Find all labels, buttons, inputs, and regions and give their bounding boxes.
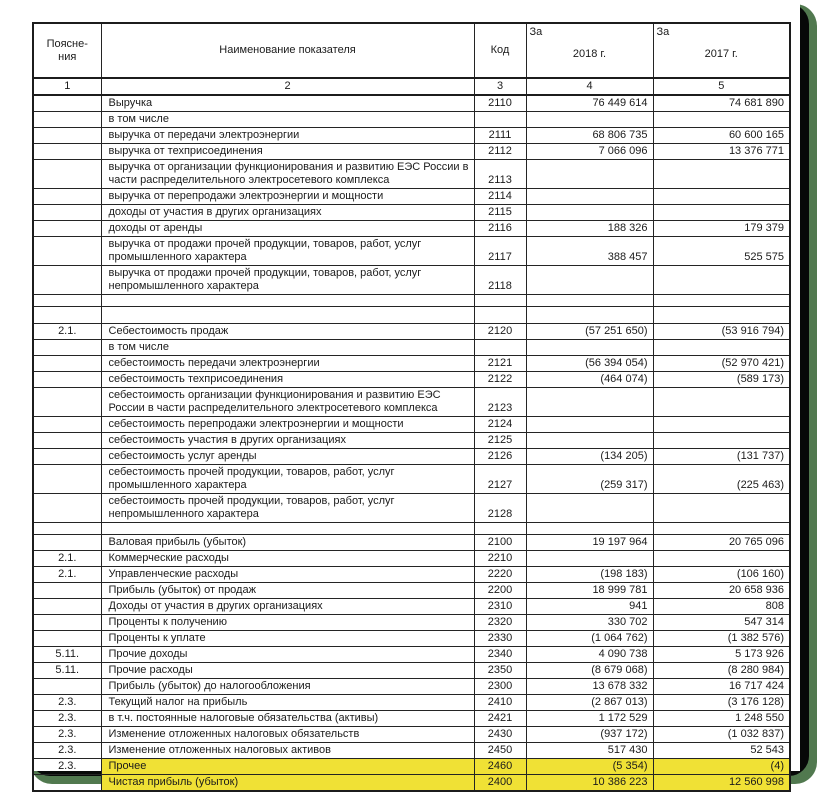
indicator-cell: себестоимость услуг аренды xyxy=(101,449,474,465)
indicator-cell: себестоимость участия в других организациях xyxy=(101,433,474,449)
value-2018-cell: (5 354) xyxy=(526,759,653,775)
value-2017-cell: (225 463) xyxy=(653,465,790,494)
value-2017-cell xyxy=(653,433,790,449)
note-cell xyxy=(33,615,101,631)
value-2017-cell xyxy=(653,160,790,189)
indicator-cell: себестоимость передачи электроэнергии xyxy=(101,356,474,372)
table-row xyxy=(33,494,790,523)
indicator-cell: Проценты к уплате xyxy=(101,631,474,647)
table-row xyxy=(33,340,790,356)
value-2018-cell: (57 251 650) xyxy=(526,324,653,340)
note-cell xyxy=(33,128,101,144)
col-number-1: 1 xyxy=(33,78,101,95)
indicator-cell: Прочие доходы xyxy=(101,647,474,663)
code-cell: 2120 xyxy=(474,324,526,340)
note-cell xyxy=(33,631,101,647)
table-row xyxy=(33,631,790,647)
note-cell xyxy=(33,372,101,388)
table-row xyxy=(33,567,790,583)
value-2018-cell: (937 172) xyxy=(526,727,653,743)
note-cell xyxy=(33,775,101,792)
value-2017-cell: 20 658 936 xyxy=(653,583,790,599)
value-2018-cell xyxy=(526,417,653,433)
code-cell: 2128 xyxy=(474,494,526,523)
value-2017-cell: (3 176 128) xyxy=(653,695,790,711)
note-cell: 5.11. xyxy=(33,647,101,663)
table-row xyxy=(33,144,790,160)
value-2018-cell xyxy=(526,340,653,356)
indicator-cell: Доходы от участия в других организациях xyxy=(101,599,474,615)
empty-cell xyxy=(526,523,653,535)
col-number-5: 5 xyxy=(653,78,790,95)
indicator-cell: себестоимость прочей продукции, товаров, работ, услуг непромышленного характера xyxy=(101,494,474,523)
code-cell: 2122 xyxy=(474,372,526,388)
code-cell: 2300 xyxy=(474,679,526,695)
value-2017-cell: 808 xyxy=(653,599,790,615)
code-cell: 2320 xyxy=(474,615,526,631)
value-2017-cell: 16 717 424 xyxy=(653,679,790,695)
indicator-cell: выручка от перепродажи электроэнергии и мощности xyxy=(101,189,474,205)
value-2017-cell: (53 916 794) xyxy=(653,324,790,340)
col-header-2017 xyxy=(653,23,790,78)
note-cell xyxy=(33,356,101,372)
value-2018-cell: (198 183) xyxy=(526,567,653,583)
empty-cell xyxy=(474,523,526,535)
column-number-row xyxy=(33,78,790,95)
table-row xyxy=(33,679,790,695)
financial-results-table xyxy=(32,22,791,792)
indicator-cell: доходы от аренды xyxy=(101,221,474,237)
indicator-cell: выручка от организации функционирования и развитию ЕЭС России в части распределительного электросетевого комплекса xyxy=(101,160,474,189)
note-cell xyxy=(33,465,101,494)
table-row xyxy=(33,727,790,743)
empty-cell xyxy=(33,307,101,324)
value-2018-cell xyxy=(526,388,653,417)
value-2017-cell: 52 543 xyxy=(653,743,790,759)
value-2018-cell: 13 678 332 xyxy=(526,679,653,695)
value-2018-cell: (1 064 762) xyxy=(526,631,653,647)
table-row xyxy=(33,663,790,679)
indicator-cell: в том числе xyxy=(101,340,474,356)
value-2017-cell xyxy=(653,340,790,356)
code-cell: 2114 xyxy=(474,189,526,205)
table-row xyxy=(33,583,790,599)
note-cell xyxy=(33,237,101,266)
value-2017-cell xyxy=(653,494,790,523)
indicator-cell: себестоимость прочей продукции, товаров, работ, услуг промышленного характера xyxy=(101,465,474,494)
code-cell: 2310 xyxy=(474,599,526,615)
table-row xyxy=(33,189,790,205)
header-row xyxy=(33,23,790,78)
table-row xyxy=(33,417,790,433)
indicator-cell: Выручка xyxy=(101,95,474,112)
code-cell: 2116 xyxy=(474,221,526,237)
indicator-cell: Коммерческие расходы xyxy=(101,551,474,567)
indicator-cell: выручка от техприсоединения xyxy=(101,144,474,160)
code-cell: 2124 xyxy=(474,417,526,433)
table-row xyxy=(33,112,790,128)
table-row xyxy=(33,599,790,615)
indicator-cell: доходы от участия в других организациях xyxy=(101,205,474,221)
note-cell xyxy=(33,205,101,221)
table-row xyxy=(33,324,790,340)
note-cell: 5.11. xyxy=(33,663,101,679)
code-cell: 2123 xyxy=(474,388,526,417)
table-body xyxy=(33,95,790,791)
value-2018-cell: 19 197 964 xyxy=(526,535,653,551)
indicator-cell: Прочее xyxy=(101,759,474,775)
code-cell: 2421 xyxy=(474,711,526,727)
value-2017-cell: (52 970 421) xyxy=(653,356,790,372)
table-row xyxy=(33,356,790,372)
indicator-cell: в том числе xyxy=(101,112,474,128)
value-2017-cell: 5 173 926 xyxy=(653,647,790,663)
note-cell xyxy=(33,266,101,295)
value-2017-cell: 525 575 xyxy=(653,237,790,266)
empty-cell xyxy=(474,307,526,324)
value-2017-cell: (8 280 984) xyxy=(653,663,790,679)
note-cell xyxy=(33,95,101,112)
col-number-4: 4 xyxy=(526,78,653,95)
table-row xyxy=(33,551,790,567)
code-cell: 2126 xyxy=(474,449,526,465)
note-cell xyxy=(33,340,101,356)
note-cell: 2.3. xyxy=(33,727,101,743)
value-2018-cell: 1 172 529 xyxy=(526,711,653,727)
indicator-cell: выручка от передачи электроэнергии xyxy=(101,128,474,144)
separator-row xyxy=(33,307,790,324)
indicator-cell: Изменение отложенных налоговых обязательств xyxy=(101,727,474,743)
col-number-2: 2 xyxy=(101,78,474,95)
value-2017-cell: (1 382 576) xyxy=(653,631,790,647)
note-cell xyxy=(33,221,101,237)
indicator-cell: Текущий налог на прибыль xyxy=(101,695,474,711)
indicator-cell: в т.ч. постоянные налоговые обязательства (активы) xyxy=(101,711,474,727)
value-2017-cell: 12 560 998 xyxy=(653,775,790,792)
value-2017-cell: 60 600 165 xyxy=(653,128,790,144)
code-cell: 2410 xyxy=(474,695,526,711)
note-cell xyxy=(33,160,101,189)
code-cell: 2330 xyxy=(474,631,526,647)
empty-cell xyxy=(653,523,790,535)
value-2018-cell xyxy=(526,433,653,449)
col-number-3: 3 xyxy=(474,78,526,95)
value-2018-cell: (2 867 013) xyxy=(526,695,653,711)
table-row xyxy=(33,388,790,417)
code-cell: 2110 xyxy=(474,95,526,112)
note-cell: 2.1. xyxy=(33,567,101,583)
value-2017-cell xyxy=(653,205,790,221)
table-row xyxy=(33,221,790,237)
indicator-cell: Себестоимость продаж xyxy=(101,324,474,340)
code-cell: 2400 xyxy=(474,775,526,792)
value-2017-cell: 1 248 550 xyxy=(653,711,790,727)
col-header-code: Код xyxy=(474,23,526,78)
note-cell xyxy=(33,599,101,615)
value-2018-cell: (464 074) xyxy=(526,372,653,388)
value-2018-cell: 388 457 xyxy=(526,237,653,266)
col-header-2018 xyxy=(526,23,653,78)
table-row xyxy=(33,647,790,663)
code-cell: 2430 xyxy=(474,727,526,743)
empty-cell xyxy=(653,295,790,307)
note-cell xyxy=(33,433,101,449)
value-2017-cell xyxy=(653,266,790,295)
note-cell: 2.1. xyxy=(33,324,101,340)
value-2018-cell: 517 430 xyxy=(526,743,653,759)
value-2018-cell xyxy=(526,205,653,221)
indicator-cell: Изменение отложенных налоговых активов xyxy=(101,743,474,759)
table-row xyxy=(33,615,790,631)
value-2017-cell: 547 314 xyxy=(653,615,790,631)
value-2018-cell xyxy=(526,189,653,205)
value-2018-cell: 330 702 xyxy=(526,615,653,631)
table-row xyxy=(33,128,790,144)
table-row xyxy=(33,266,790,295)
value-2017-cell: 13 376 771 xyxy=(653,144,790,160)
separator-row xyxy=(33,523,790,535)
code-cell: 2340 xyxy=(474,647,526,663)
value-2018-cell: 941 xyxy=(526,599,653,615)
value-2018-cell: 188 326 xyxy=(526,221,653,237)
indicator-cell: Проценты к получению xyxy=(101,615,474,631)
note-cell xyxy=(33,112,101,128)
value-2017-cell: 20 765 096 xyxy=(653,535,790,551)
period-prefix-2017: За xyxy=(656,26,670,38)
empty-cell xyxy=(474,295,526,307)
period-label-2018: 2018 г. xyxy=(572,48,607,60)
value-2018-cell xyxy=(526,494,653,523)
value-2018-cell: 76 449 614 xyxy=(526,95,653,112)
table-row xyxy=(33,160,790,189)
value-2017-cell xyxy=(653,388,790,417)
empty-cell xyxy=(101,295,474,307)
code-cell: 2117 xyxy=(474,237,526,266)
table-row xyxy=(33,433,790,449)
code-cell: 2118 xyxy=(474,266,526,295)
empty-cell xyxy=(33,523,101,535)
value-2017-cell: (589 173) xyxy=(653,372,790,388)
empty-cell xyxy=(33,295,101,307)
code-cell: 2113 xyxy=(474,160,526,189)
note-cell: 2.3. xyxy=(33,711,101,727)
code-cell: 2121 xyxy=(474,356,526,372)
indicator-cell: выручка от продажи прочей продукции, товаров, работ, услуг промышленного характера xyxy=(101,237,474,266)
value-2017-cell xyxy=(653,112,790,128)
note-cell: 2.3. xyxy=(33,759,101,775)
value-2018-cell xyxy=(526,160,653,189)
value-2018-cell: 18 999 781 xyxy=(526,583,653,599)
indicator-cell: себестоимость перепродажи электроэнергии и мощности xyxy=(101,417,474,433)
value-2017-cell xyxy=(653,551,790,567)
value-2018-cell: (56 394 054) xyxy=(526,356,653,372)
value-2018-cell: (259 317) xyxy=(526,465,653,494)
value-2017-cell xyxy=(653,189,790,205)
code-cell xyxy=(474,340,526,356)
table-row xyxy=(33,205,790,221)
note-cell xyxy=(33,417,101,433)
period-label-2017: 2017 г. xyxy=(704,48,738,60)
code-cell: 2127 xyxy=(474,465,526,494)
separator-row xyxy=(33,295,790,307)
value-2017-cell: (106 160) xyxy=(653,567,790,583)
note-cell: 2.3. xyxy=(33,743,101,759)
empty-cell xyxy=(653,307,790,324)
value-2017-cell: (131 737) xyxy=(653,449,790,465)
table-row xyxy=(33,372,790,388)
code-cell: 2210 xyxy=(474,551,526,567)
note-cell xyxy=(33,449,101,465)
empty-cell xyxy=(526,307,653,324)
indicator-cell: Прибыль (убыток) до налогообложения xyxy=(101,679,474,695)
indicator-cell: выручка от продажи прочей продукции, товаров, работ, услуг непромышленного характера xyxy=(101,266,474,295)
code-cell: 2460 xyxy=(474,759,526,775)
note-cell xyxy=(33,388,101,417)
value-2018-cell xyxy=(526,551,653,567)
table-row xyxy=(33,743,790,759)
code-cell: 2115 xyxy=(474,205,526,221)
table-row xyxy=(33,449,790,465)
note-cell: 2.1. xyxy=(33,551,101,567)
value-2017-cell: 74 681 890 xyxy=(653,95,790,112)
indicator-cell: Управленческие расходы xyxy=(101,567,474,583)
col-header-indicator: Наименование показателя xyxy=(101,23,474,78)
value-2018-cell: 7 066 096 xyxy=(526,144,653,160)
table-row xyxy=(33,95,790,112)
code-cell: 2100 xyxy=(474,535,526,551)
value-2018-cell xyxy=(526,112,653,128)
code-cell: 2220 xyxy=(474,567,526,583)
col-header-notes-line2: ния xyxy=(58,50,77,63)
value-2018-cell: 4 090 738 xyxy=(526,647,653,663)
empty-cell xyxy=(526,295,653,307)
code-cell: 2125 xyxy=(474,433,526,449)
value-2018-cell xyxy=(526,266,653,295)
note-cell xyxy=(33,144,101,160)
value-2017-cell: (1 032 837) xyxy=(653,727,790,743)
value-2017-cell xyxy=(653,417,790,433)
col-header-notes-line1: Поясне- xyxy=(46,37,88,50)
note-cell xyxy=(33,583,101,599)
code-cell xyxy=(474,112,526,128)
note-cell: 2.3. xyxy=(33,695,101,711)
code-cell: 2111 xyxy=(474,128,526,144)
code-cell: 2200 xyxy=(474,583,526,599)
note-cell xyxy=(33,189,101,205)
value-2017-cell: (4) xyxy=(653,759,790,775)
code-cell: 2350 xyxy=(474,663,526,679)
empty-cell xyxy=(101,307,474,324)
value-2017-cell: 179 379 xyxy=(653,221,790,237)
empty-cell xyxy=(101,523,474,535)
table-row xyxy=(33,775,790,792)
value-2018-cell: 10 386 223 xyxy=(526,775,653,792)
indicator-cell: себестоимость организации функционирования и развитию ЕЭС России в части распределительного электросетевого комплекса xyxy=(101,388,474,417)
code-cell: 2450 xyxy=(474,743,526,759)
col-header-notes xyxy=(33,23,101,78)
indicator-cell: себестоимость техприсоединения xyxy=(101,372,474,388)
value-2018-cell: 68 806 735 xyxy=(526,128,653,144)
table-row xyxy=(33,695,790,711)
table-row xyxy=(33,237,790,266)
table-row xyxy=(33,535,790,551)
code-cell: 2112 xyxy=(474,144,526,160)
note-cell xyxy=(33,494,101,523)
value-2018-cell: (134 205) xyxy=(526,449,653,465)
table-row xyxy=(33,759,790,775)
table-row xyxy=(33,711,790,727)
note-cell xyxy=(33,679,101,695)
period-prefix-2018: За xyxy=(529,26,543,38)
value-2018-cell: (8 679 068) xyxy=(526,663,653,679)
indicator-cell: Прибыль (убыток) от продаж xyxy=(101,583,474,599)
table-row xyxy=(33,465,790,494)
indicator-cell: Прочие расходы xyxy=(101,663,474,679)
indicator-cell: Валовая прибыль (убыток) xyxy=(101,535,474,551)
indicator-cell: Чистая прибыль (убыток) xyxy=(101,775,474,792)
note-cell xyxy=(33,535,101,551)
